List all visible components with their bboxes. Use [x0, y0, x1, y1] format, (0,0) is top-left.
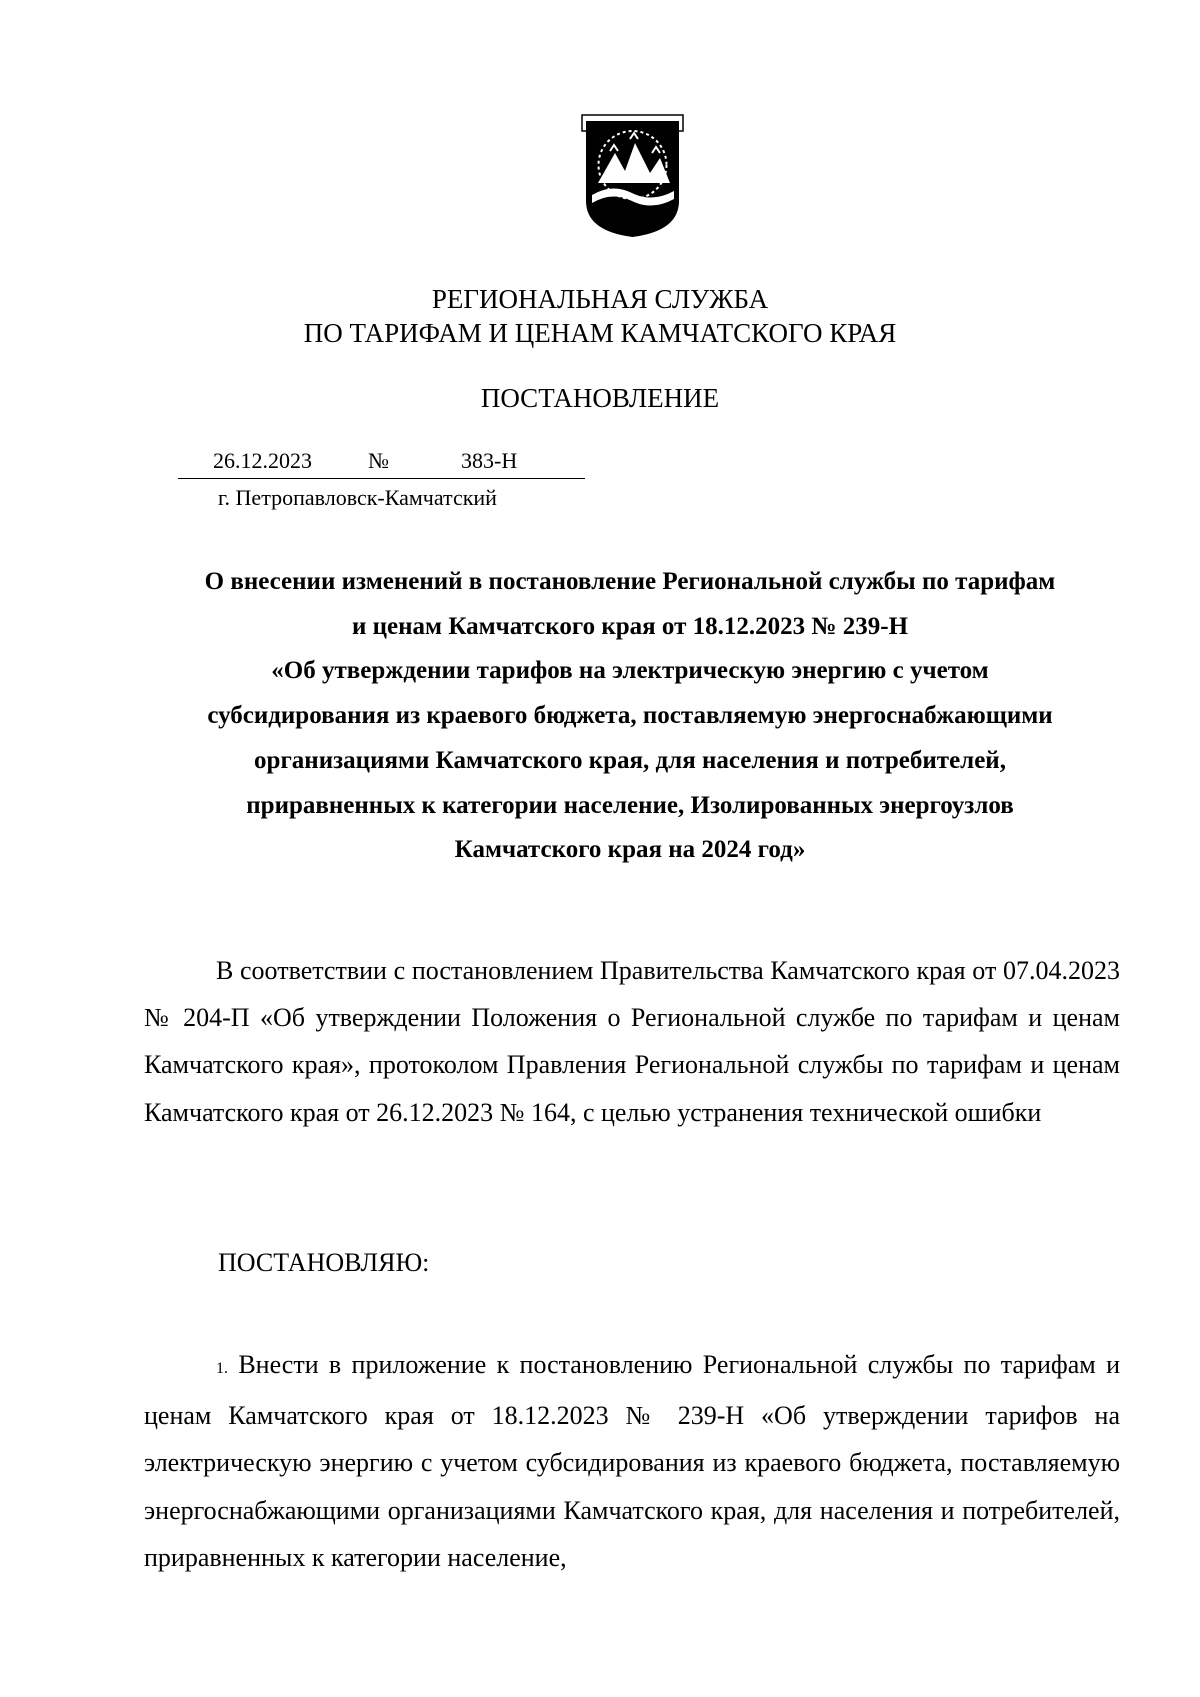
title-line: субсидирования из краевого бюджета, поставляемую энергоснабжающими: [207, 702, 1053, 730]
document-date: 26.12.2023: [213, 448, 312, 473]
item-1-paragraph: [144, 1341, 1120, 1581]
item-text: Внести в приложение к постановлению Региональной службы по тарифам и ценам Камчатского края от 18.12.2023 № 239-Н «Об утверждении тарифов на электрическую энергию с учетом субсидирования из краевого бюджета, поставляемую энергоснабжающими организациями Камчатского края, для населения и потребителей, приравненных к категории население,: [144, 1350, 1120, 1572]
registration-line: [178, 448, 585, 479]
city-name: г. Петропавловск-Камчатский: [218, 485, 497, 510]
title-line: и ценам Камчатского края от 18.12.2023 № 239-Н: [351, 612, 909, 640]
title-line: О внесении изменений в постановление Региональной службы по тарифам: [204, 568, 1056, 595]
document-type: ПОСТАНОВЛЕНИЕ: [480, 383, 720, 413]
title-line: приравненных к категории население, Изолированных энергоузлов: [246, 791, 1014, 819]
item-number: 1.: [216, 1360, 228, 1377]
org-line-2: ПО ТАРИФАМ И ЦЕНАМ КАМЧАТСКОГО КРАЯ: [303, 318, 897, 348]
document-number: 383-Н: [461, 448, 518, 473]
number-sign: №: [368, 448, 389, 473]
decree-heading: ПОСТАНОВЛЯЮ:: [218, 1248, 430, 1277]
org-line-1: РЕГИОНАЛЬНАЯ СЛУЖБА: [431, 284, 769, 314]
organization-name: [0, 282, 1200, 350]
coat-of-arms-emblem: [580, 113, 685, 241]
document-title: [140, 560, 1120, 873]
title-line: Камчатского края на 2024 год»: [454, 836, 806, 864]
preamble-paragraph: В соответствии с постановлением Правительства Камчатского края от 07.04.2023 № 204-П «Об утверждении Положения о Региональной службе по тарифам и ценам Камчатского края», протоколом Правления Региональной службы по тарифам и ценам Камчатского края от 26.12.2023 № 164, с целью устранения технической ошибки: [144, 956, 1120, 1127]
title-line: «Об утверждении тарифов на электрическую энергию с учетом: [271, 657, 989, 685]
title-line: организациями Камчатского края, для населения и потребителей,: [254, 746, 1006, 774]
